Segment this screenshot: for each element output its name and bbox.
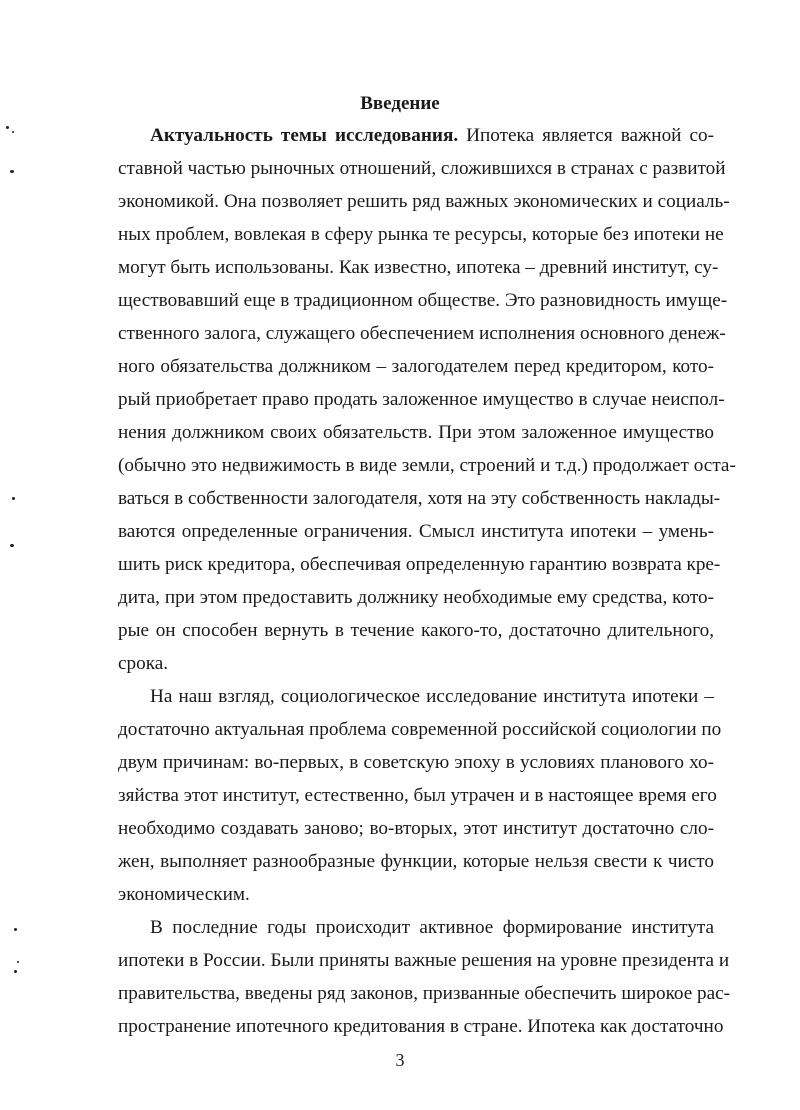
paragraph-3-line-2: ипотеки в России. Были приняты важные решения на уровне президента и (118, 950, 730, 971)
scan-speck (10, 544, 14, 547)
paragraph-1-line-10: нения должником своих обязательств. При этом заложенное имущество (118, 422, 714, 443)
scan-speck (12, 497, 15, 500)
paragraph-1-line-11: (обычно это недвижимость в виде земли, строений и т.д.) продолжает оста- (118, 455, 736, 476)
paragraph-1-line-3: экономикой. Она позволяет решить ряд важных экономических и социаль- (118, 191, 730, 212)
paragraph-1-line-16: рые он способен вернуть в течение какого-то, достаточно длительного, (118, 620, 714, 641)
paragraph-2-line-5: необходимо создавать заново; во-вторых, этот институт достаточно сло- (118, 818, 714, 839)
paragraph-1-line-8: ного обязательства должником – залогодателем перед кредитором, кото- (118, 356, 714, 377)
paragraph-2-line-7: экономическим. (118, 884, 250, 905)
paragraph-1-line-5: могут быть использованы. Как известно, ипотека – древний институт, су- (118, 257, 719, 278)
paragraph-1-line-1: Актуальность темы исследования. Ипотека является важной со- (150, 125, 714, 146)
paragraph-lead-bold: Актуальность темы исследования. (150, 125, 459, 146)
paragraph-1-line-4: ных проблем, вовлекая в сферу рынка те ресурсы, которые без ипотеки не (118, 224, 724, 245)
paragraph-2-line-2: достаточно актуальная проблема современной российской социологии по (118, 719, 722, 740)
paragraph-2-line-1: На наш взгляд, социологическое исследование института ипотеки – (150, 686, 714, 707)
scan-speck (14, 928, 17, 931)
paragraph-1-line-12: ваться в собственности залогодателя, хотя на эту собственность наклады- (118, 488, 721, 509)
paragraph-1-line-15: дита, при этом предоставить должнику необходимые ему средства, кото- (118, 587, 714, 608)
scan-speck (6, 126, 9, 129)
paragraph-1-line-14: шить риск кредитора, обеспечивая определенную гарантию возврата кре- (118, 554, 721, 575)
paragraph-3-line-1: В последние годы происходит активное формирование института (150, 917, 714, 938)
paragraph-1-line-13: ваются определенные ограничения. Смысл института ипотеки – умень- (118, 521, 714, 542)
paragraph-1-line-9: рый приобретает право продать заложенное имущество в случае неиспол- (118, 389, 725, 410)
paragraph-1-line-17: срока. (118, 653, 169, 674)
paragraph-1-line-2: ставной частью рыночных отношений, сложившихся в странах с развитой (118, 158, 726, 179)
paragraph-1-line-6: ществовавший еще в традиционном обществе. Это разновидность имуще- (118, 290, 728, 311)
paragraph-3-line-3: правительства, введены ряд законов, призванные обеспечить широкое рас- (118, 983, 731, 1004)
paragraph-3-line-4: пространение ипотечного кредитования в стране. Ипотека как достаточно (118, 1016, 724, 1037)
paragraph-2-line-4: зяйства этот институт, естественно, был утрачен и в настоящее время его (118, 785, 717, 806)
paragraph-1-line-7: ственного залога, служащего обеспечением исполнения основного денеж- (118, 323, 726, 344)
scan-speck (14, 970, 17, 973)
page-title: Введение (360, 93, 440, 114)
paragraph-2-line-6: жен, выполняет разнообразные функции, которые нельзя свести к чисто (118, 851, 714, 872)
paragraph-2-line-3: двум причинам: во-первых, в советскую эпоху в условиях планового хо- (118, 752, 714, 773)
scan-speck (10, 170, 14, 173)
scan-speck (12, 131, 14, 133)
page-number: 3 (395, 1050, 405, 1070)
scan-speck (17, 961, 19, 963)
